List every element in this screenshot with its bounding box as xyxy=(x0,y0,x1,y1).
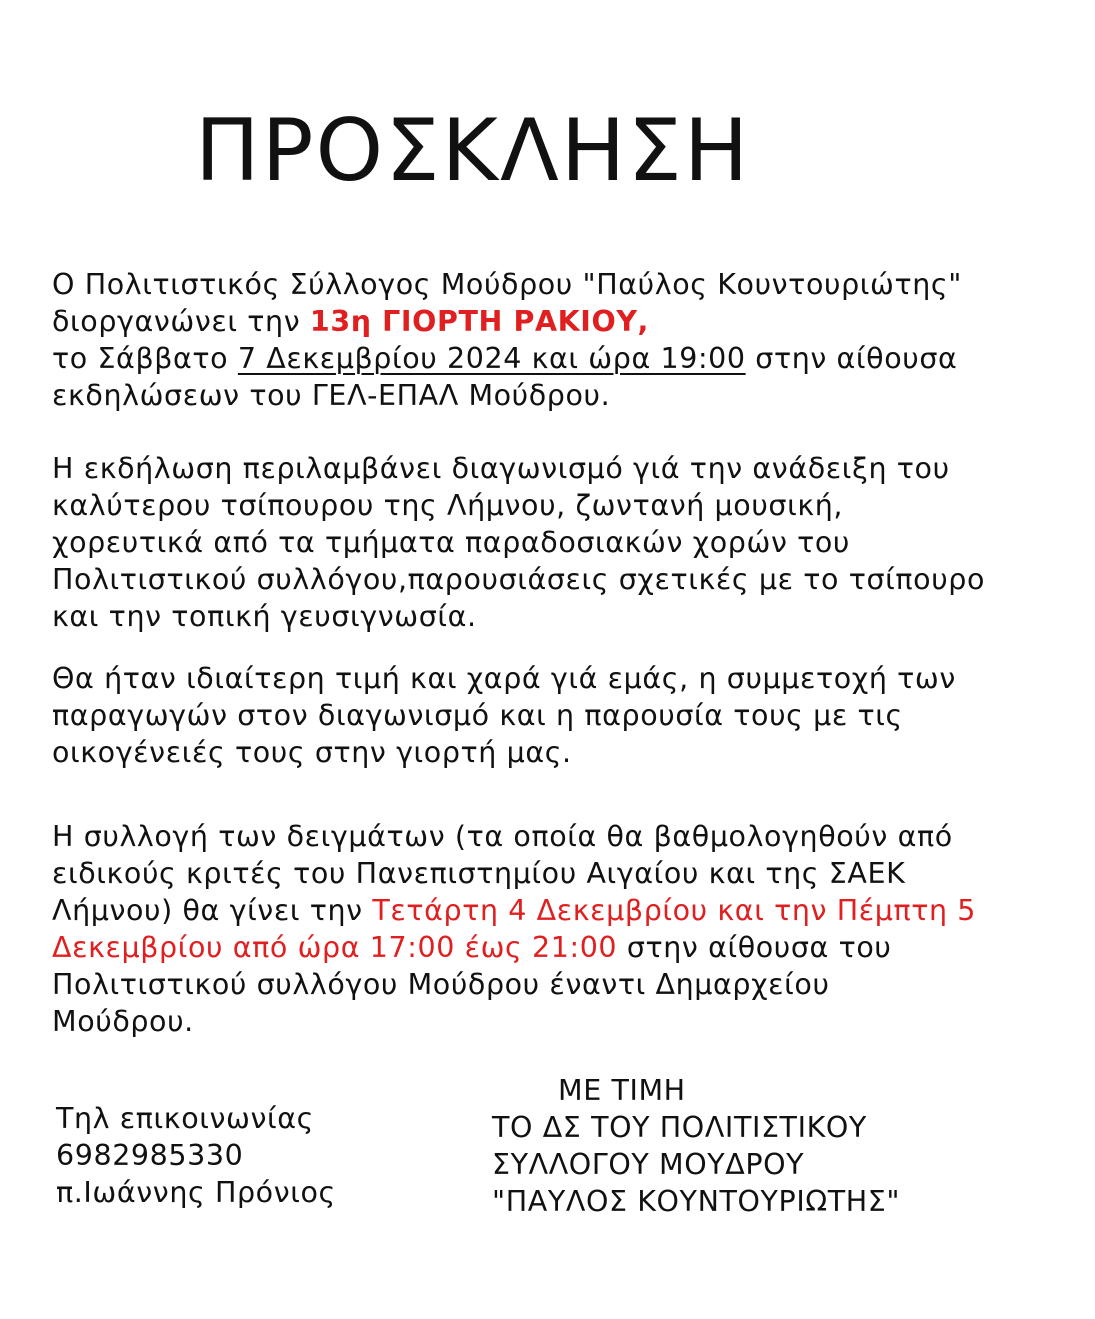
collection-line-5: Πολιτιστικού συλλόγου Μούδρου έναντι Δημαρχείου xyxy=(52,968,830,1001)
intro-line-2-prefix: διοργανώνει την xyxy=(52,305,310,338)
program-line: και την τοπική γευσιγνωσία. xyxy=(52,600,477,633)
intro-paragraph xyxy=(52,266,1062,414)
intro-line-4: εκδηλώσεων του ΓΕΛ-ΕΠΑΛ Μούδρου. xyxy=(52,379,611,412)
signature-line: ΜΕ ΤΙΜΗ xyxy=(558,1074,686,1107)
contact-phone: 6982985330 xyxy=(56,1139,244,1172)
collection-line-3-prefix: Λήμνου) θα γίνει την xyxy=(52,894,373,927)
program-line: χορευτικά από τα τμήματα παραδοσιακών χορών του xyxy=(52,526,851,559)
contact-name: π.Ιωάννης Πρόνιος xyxy=(56,1176,336,1209)
event-date-time: 7 Δεκεμβρίου 2024 και ώρα 19:00 xyxy=(237,342,746,375)
intro-line-1: Ο Πολιτιστικός Σύλλογος Μούδρου "Παύλος Κουντουριώτης" xyxy=(52,268,962,301)
invitation-line: οικογένειές τους στην γιορτή μας. xyxy=(52,736,572,769)
collection-dates: Τετάρτη 4 Δεκεμβρίου και την Πέμπτη 5 xyxy=(372,894,977,927)
program-paragraph xyxy=(52,450,1062,635)
intro-line-3-prefix: το Σάββατο xyxy=(52,342,238,375)
invitation-line: Θα ήταν ιδιαίτερη τιμή και χαρά γιά εμάς, η συμμετοχή των xyxy=(52,662,956,695)
contact-label: Τηλ επικοινωνίας xyxy=(56,1102,314,1135)
collection-line-6: Μούδρου. xyxy=(52,1005,194,1038)
event-name: 13η ΓΙΟΡΤΗ ΡΑΚΙΟΥ, xyxy=(309,305,649,338)
signature-line: ΣΥΛΛΟΓΟΥ ΜΟΥΔΡΟΥ xyxy=(492,1148,805,1181)
program-line: Η εκδήλωση περιλαμβάνει διαγωνισμό γιά την ανάδειξη του xyxy=(52,452,950,485)
program-line: καλύτερου τσίπουρου της Λήμνου, ζωντανή μουσική, xyxy=(52,489,844,522)
program-line: Πολιτιστικού συλλόγου,παρουσιάσεις σχετικές με το τσίπουρο xyxy=(52,563,986,596)
sample-collection-paragraph xyxy=(52,818,1062,1040)
collection-line-4-suffix: στην αίθουσα του xyxy=(617,931,892,964)
contact-info xyxy=(56,1100,336,1211)
page-title: ΠΡΟΣΚΛΗΣΗ xyxy=(195,101,751,201)
collection-line-3 xyxy=(52,892,1062,929)
intro-line-3-suffix: στην αίθουσα xyxy=(745,342,958,375)
signature-line: ΤΟ ΔΣ ΤΟΥ ΠΟΛΙΤΙΣΤΙΚΟΥ xyxy=(492,1111,867,1144)
invitation-paragraph xyxy=(52,660,1062,771)
signature-line: "ΠΑΥΛΟΣ ΚΟΥΝΤΟΥΡΙΩΤΗΣ" xyxy=(492,1185,901,1218)
collection-line-1: Η συλλογή των δειγμάτων (τα οποία θα βαθμολογηθούν από xyxy=(52,820,953,853)
intro-line-2 xyxy=(52,303,1062,340)
signature-block xyxy=(492,1072,900,1220)
collection-line-2: ειδικούς κριτές του Πανεπιστημίου Αιγαίου και της ΣΑΕΚ xyxy=(52,857,906,890)
invitation-line: παραγωγών στον διαγωνισμό και η παρουσία τους με τις xyxy=(52,699,903,732)
intro-line-3 xyxy=(52,340,1062,377)
collection-hours: Δεκεμβρίου από ώρα 17:00 έως 21:00 xyxy=(52,931,618,964)
collection-line-4 xyxy=(52,929,1062,966)
